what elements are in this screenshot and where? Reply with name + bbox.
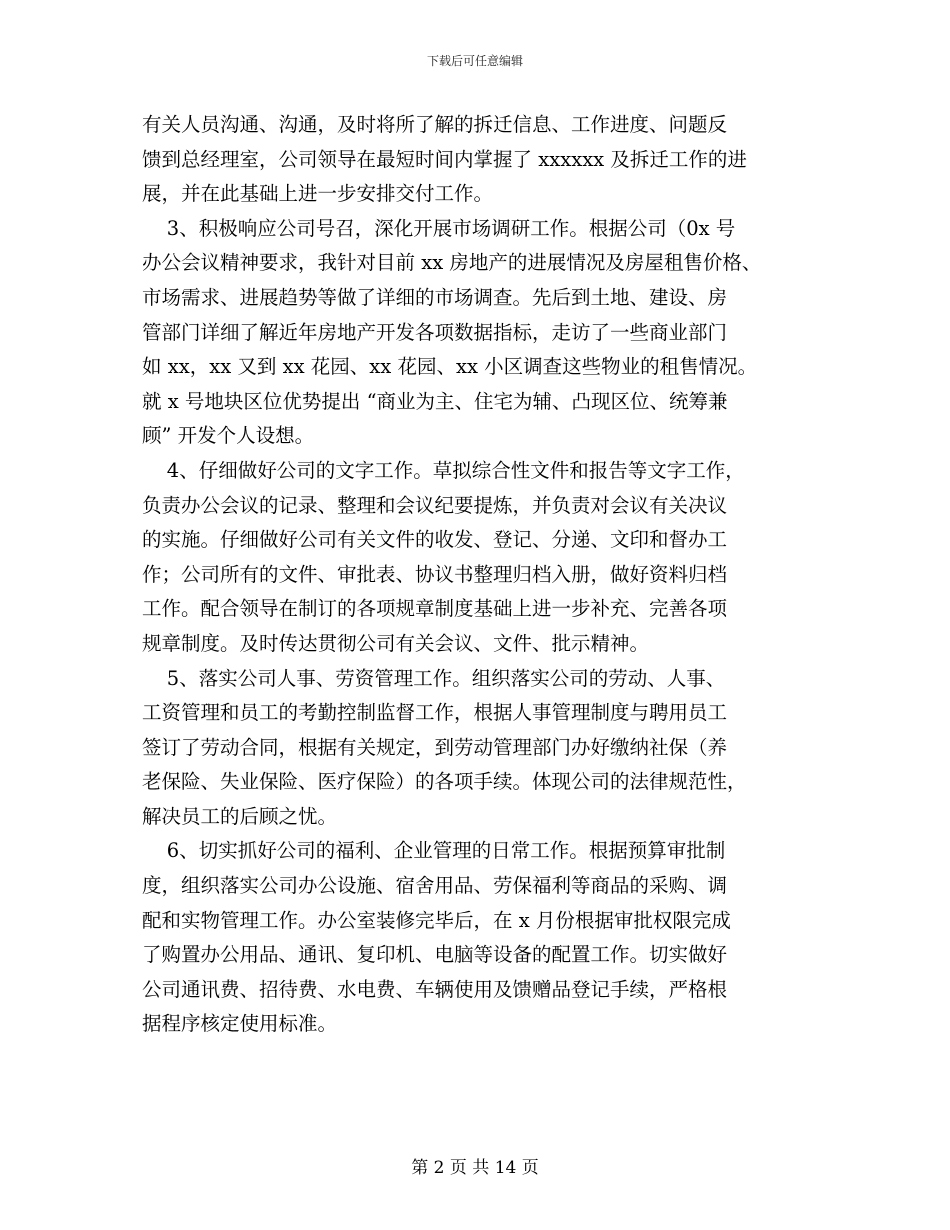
text-line: 了购置办公用品、通讯、复印机、电脑等设备的配置工作。切实做好 [142,943,728,967]
text-line: 市场需求、进展趋势等做了详细的市场调查。先后到土地、建设、房 [142,285,728,309]
text-line: 老保险、失业保险、医疗保险）的各项手续。体现公司的法律规范性， [142,770,747,794]
paragraph-start-line: 6、切实抓好公司的福利、企业管理的日常工作。根据预算审批制 [142,839,726,863]
text-line: 顾” 开发个人设想。 [142,424,315,448]
text-line: 度，组织落实公司办公设施、宿舍用品、劳保福利等商品的采购、调 [142,874,728,898]
text-line: 如 xx，xx 又到 xx 花园、xx 花园、xx 小区调查这些物业的租售情况。 [142,355,758,379]
paragraph-start-line: 4、仔细做好公司的文字工作。草拟综合性文件和报告等文字工作， [142,458,745,482]
text-line: 办公会议精神要求，我针对目前 xx 房地产的进展情况及房屋租售价格、 [142,251,762,275]
text-line: 的实施。仔细做好公司有关文件的收发、登记、分递、文印和督办工 [142,528,728,552]
text-line: 展，并在此基础上进一步安排交付工作。 [142,182,494,206]
text-line: 规章制度。及时传达贯彻公司有关会议、文件、批示精神。 [142,631,650,655]
text-line: 配和实物管理工作。办公室装修完毕后，在 x 月份根据审批权限完成 [142,908,731,932]
text-line: 就 x 号地块区位优势提出 “商业为主、住宅为辅、凸现区位、统筹兼 [142,389,728,413]
document-body [142,108,808,1042]
text-line: 作；公司所有的文件、审批表、协议书整理归档入册，做好资料归档 [142,562,728,586]
text-line: 据程序核定使用标准。 [142,1012,338,1036]
text-line: 管部门详细了解近年房地产开发各项数据指标，走访了一些商业部门 [142,320,728,344]
text-line: 负责办公会议的记录、整理和会议纪要提炼，并负责对会议有关决议 [142,493,728,517]
paragraph-start-line: 3、积极响应公司号召，深化开展市场调研工作。根据公司（0x 号 [142,216,736,240]
text-line: 签订了劳动合同，根据有关规定，到劳动管理部门办好缴纳社保（养 [142,735,728,759]
text-line: 工资管理和员工的考勤控制监督工作，根据人事管理制度与聘用员工 [142,701,728,725]
text-line: 解决员工的后顾之忧。 [142,804,338,828]
text-line: 有关人员沟通、沟通，及时将所了解的拆迁信息、工作进度、问题反 [142,113,728,136]
text-line: 馈到总经理室，公司领导在最短时间内掌握了 xxxxxx 及拆迁工作的进 [142,147,747,171]
paragraph-start-line: 5、落实公司人事、劳资管理工作。组织落实公司的劳动、人事、 [142,666,726,690]
text-line: 工作。配合领导在制订的各项规章制度基础上进一步补充、完善各项 [142,597,728,621]
page-header: 下载后可任意编辑 [426,54,523,68]
page-number-footer: 第 2 页 共 14 页 [411,1158,539,1178]
text-line: 公司通讯费、招待费、水电费、车辆使用及馈赠品登记手续，严格根 [142,977,728,1001]
